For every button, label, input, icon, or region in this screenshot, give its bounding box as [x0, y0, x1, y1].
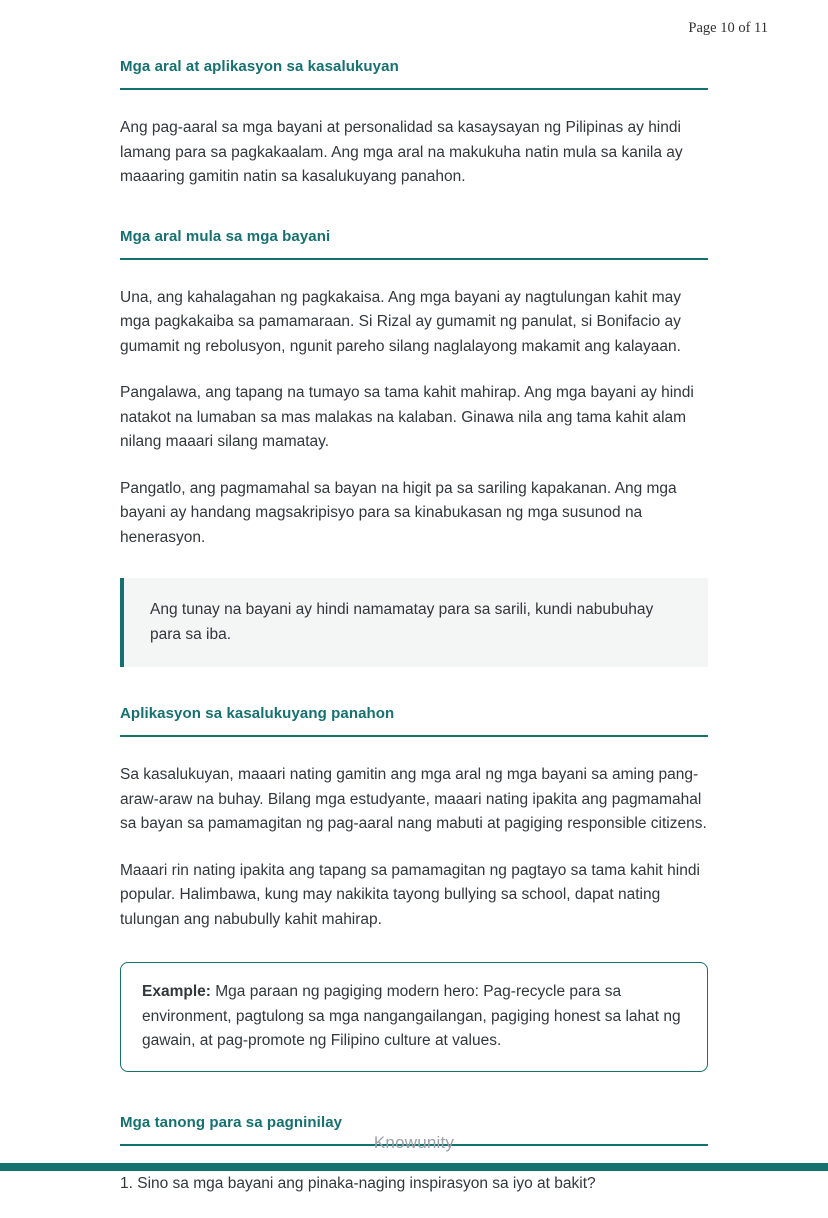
document-content	[120, 58, 708, 1218]
example-label: Example:	[142, 983, 211, 1000]
example-paragraph	[142, 980, 686, 1054]
example-callout	[120, 962, 708, 1072]
paragraph-pangatlo: Pangatlo, ang pagmamahal sa bayan na higit pa sa sariling kapakanan. Ang mga bayani ay handang magsakripisyo para sa kinabukasan ng mga susunod na henerasyon.	[120, 479, 677, 546]
section-heading-aral-at-aplikasyon: Mga aral at aplikasyon sa kasalukuyan	[120, 58, 708, 90]
bottom-accent-bar	[0, 1163, 828, 1171]
quote-callout	[120, 578, 708, 667]
footer-brand: Knowunity	[373, 1133, 455, 1152]
page-footer	[0, 1133, 828, 1153]
paragraph-pangalawa: Pangalawa, ang tapang na tumayo sa tama kahit mahirap. Ang mga bayani ay hindi natakot na lumaban sa mas malakas na kalaban. Ginawa nila ang tama kahit alam nilang maaari silang mamatay.	[120, 384, 694, 450]
reflection-question-1: 1. Sino sa mga bayani ang pinaka-naging inspirasyon sa iyo at bakit?	[120, 1174, 596, 1192]
section-heading-tanong-pagninilay: Mga tanong para sa pagninilay	[120, 1114, 708, 1146]
section-heading-aral-mula-sa-bayani: Mga aral mula sa mga bayani	[120, 228, 708, 260]
example-text: Mga paraan ng pagiging modern hero: Pag-recycle para sa environment, pagtulong sa mga nangangailangan, pagiging honest sa lahat ng gawain, at pag-promote ng Filipino culture at values.	[142, 983, 681, 1049]
page-indicator: Page 10 of 11	[688, 20, 768, 36]
paragraph-una: Una, ang kahalagahan ng pagkakaisa. Ang mga bayani ay nagtulungan kahit may mga pagkakaiba sa pamamaraan. Si Rizal ay gumamit ng panulat, si Bonifacio ay gumamit ng rebolusyon, ngunit pareho silang naglalayong makamit ang kalayaan.	[120, 288, 681, 355]
paragraph-aplikasyon-2: Maaari rin nating ipakita ang tapang sa pamamagitan ng pagtayo sa tama kahit hindi popular. Halimbawa, kung may nakikita tayong bullying sa school, dapat nating tulungan ang nabubully kahit mahirap.	[120, 861, 700, 928]
section-heading-aplikasyon-panahon: Aplikasyon sa kasalukuyang panahon	[120, 705, 708, 737]
quote-text: Ang tunay na bayani ay hindi namamatay para sa sarili, kundi nabubuhay para sa iba.	[150, 601, 654, 643]
paragraph-aplikasyon-1: Sa kasalukuyan, maaari nating gamitin ang mga aral ng mga bayani sa aming pang-araw-araw na buhay. Bilang mga estudyante, maaari nating ipakita ang pagmamahal sa bayan sa pamamagitan ng pag-aaral nang mabuti at pagiging responsible citizens.	[120, 766, 707, 832]
intro-paragraph: Ang pag-aaral sa mga bayani at personalidad sa kasaysayan ng Pilipinas ay hindi lamang para sa pagkakaalam. Ang mga aral na makukuha natin mula sa kanila ay maaaring gamitin natin sa kasalukuyang panahon.	[120, 119, 683, 185]
